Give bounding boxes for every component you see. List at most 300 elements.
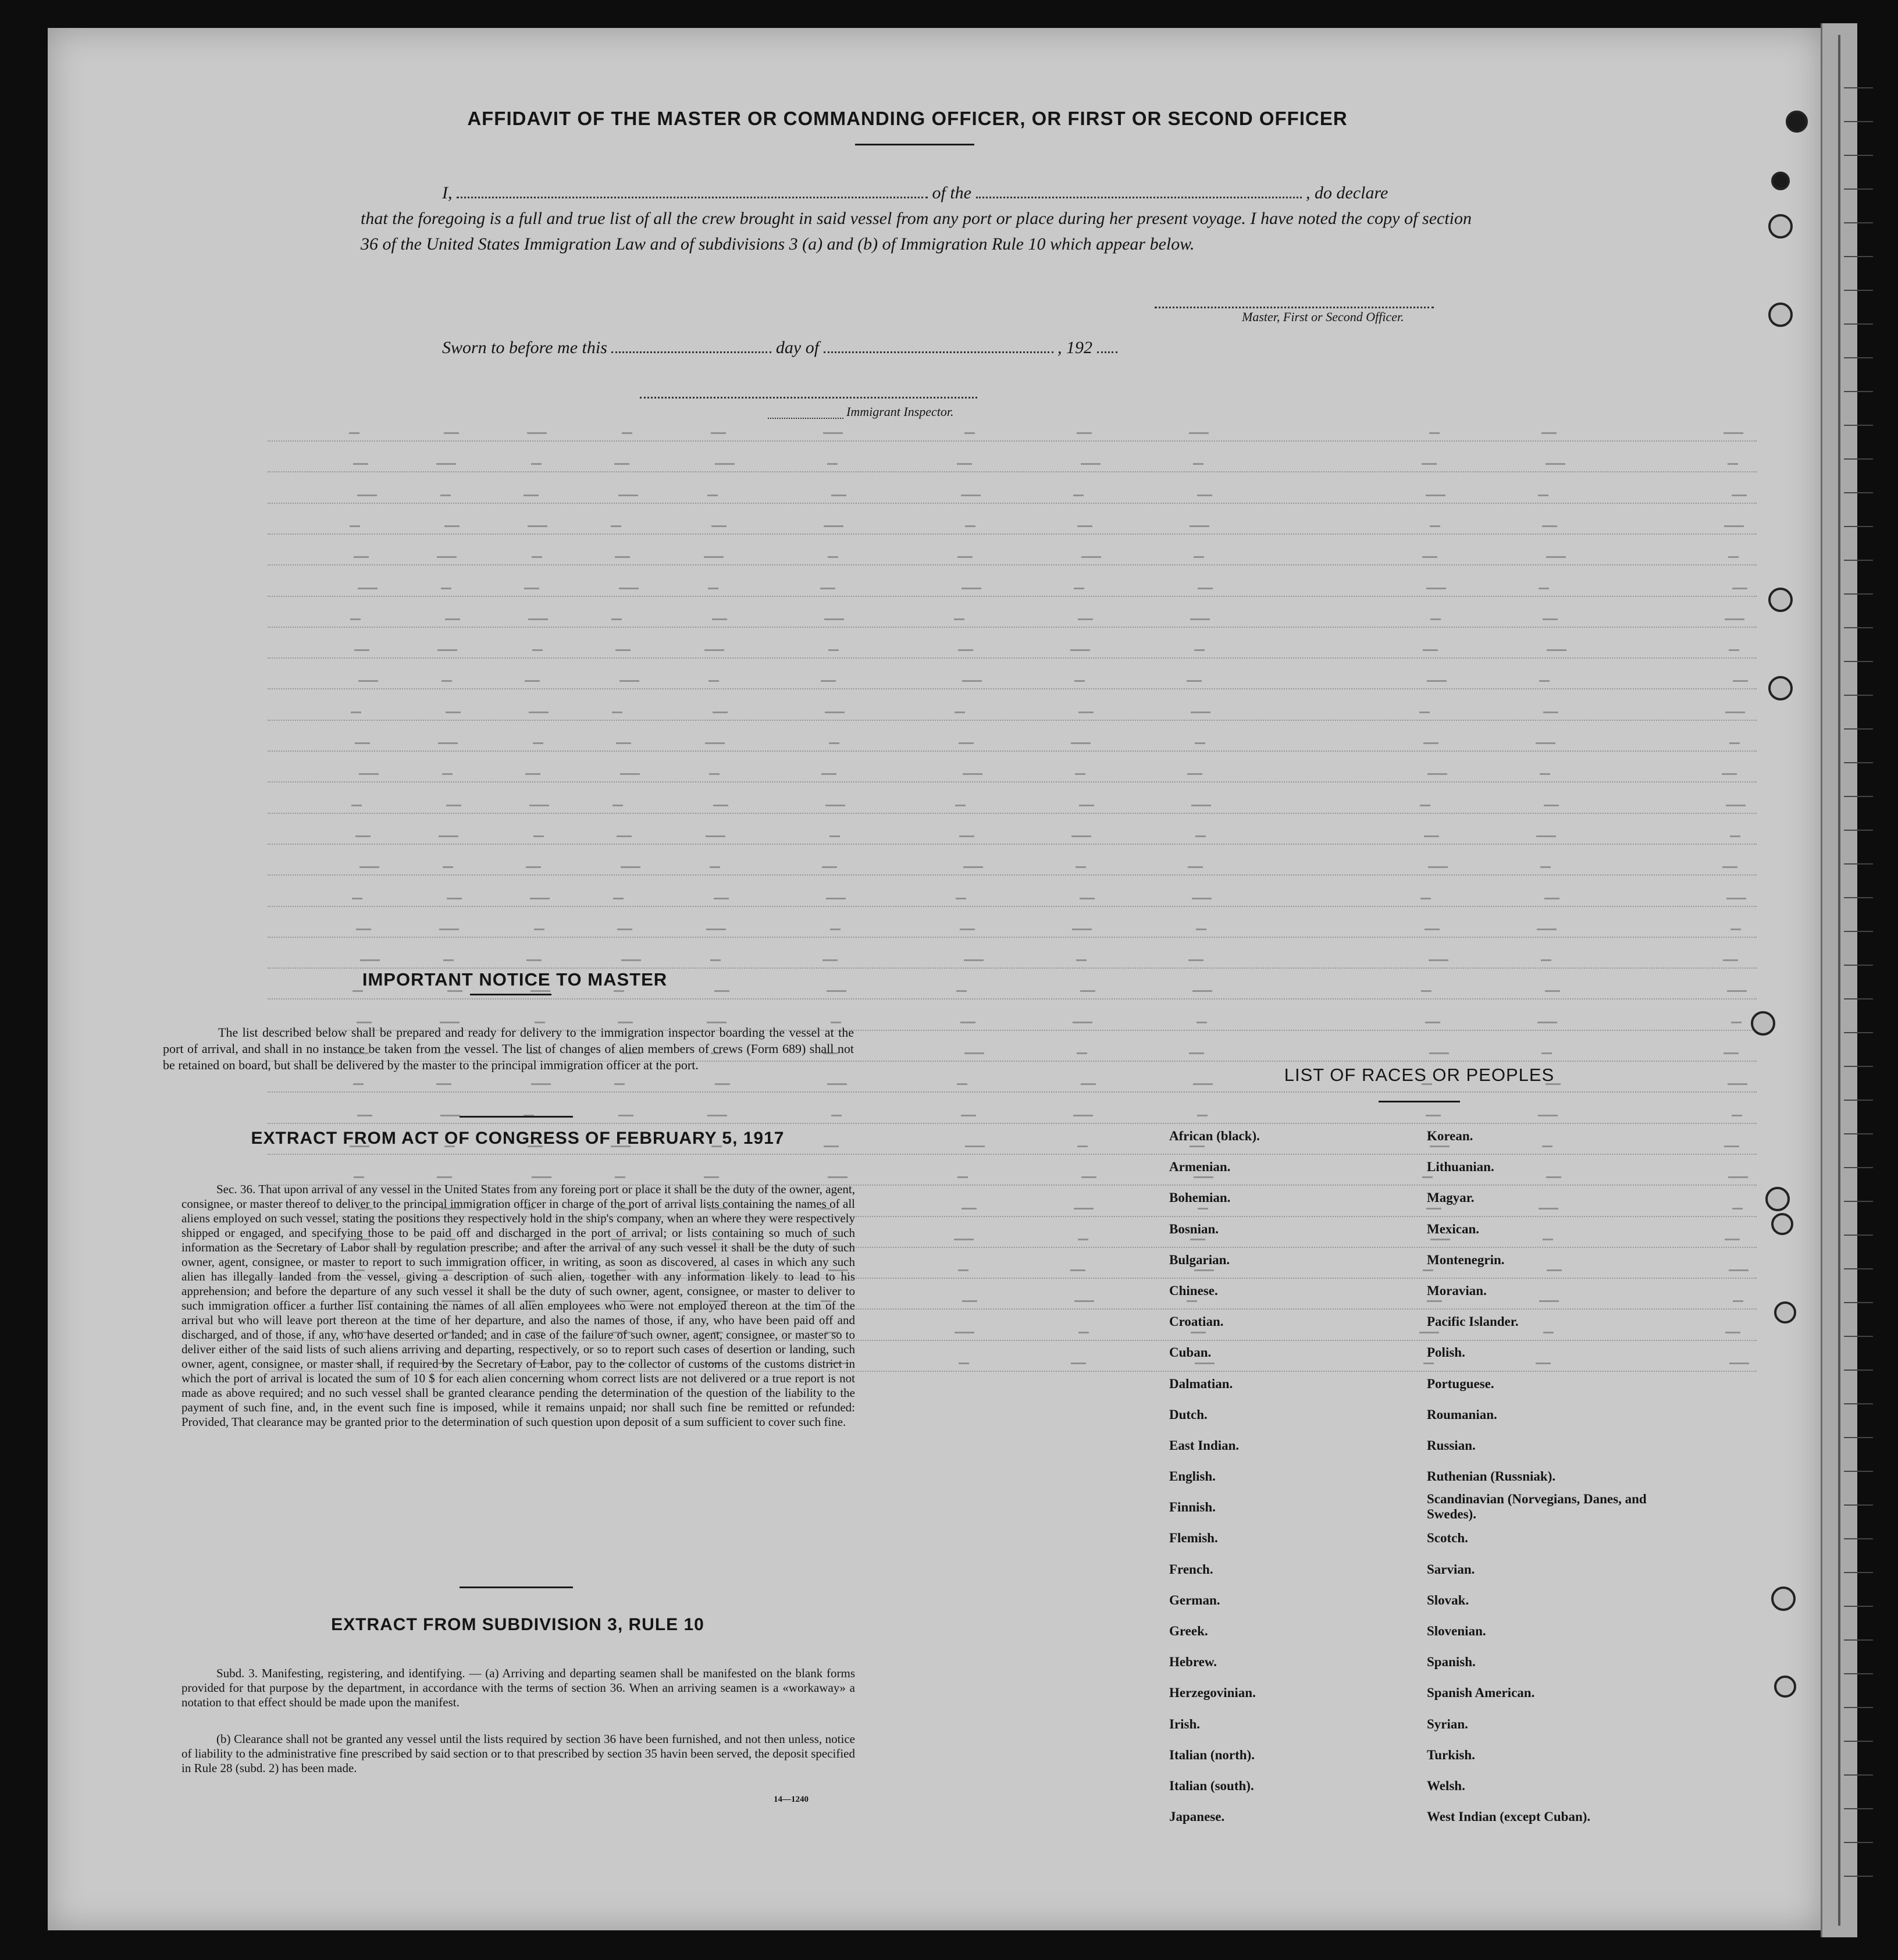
ghost-mark (1071, 742, 1091, 744)
ghost-row (268, 583, 1757, 597)
sworn-line (442, 335, 1256, 361)
title-underline (855, 144, 974, 145)
ghost-mark (1723, 432, 1743, 434)
race-item: Scotch. (1427, 1531, 1468, 1546)
ghost-mark (1538, 1115, 1558, 1116)
rule-heading: EXTRACT FROM SUBDIVISION 3, RULE 10 (331, 1615, 704, 1634)
ghost-mark (957, 463, 972, 465)
punch-hole-icon (1774, 1676, 1796, 1698)
ghost-mark (1080, 990, 1095, 992)
ghost-mark (1187, 773, 1202, 775)
ghost-mark (711, 525, 727, 527)
ghost-mark (622, 432, 632, 434)
ghost-mark (1726, 805, 1746, 806)
ghost-mark (534, 929, 544, 930)
ghost-mark (709, 773, 720, 775)
ghost-mark (961, 1115, 976, 1116)
ghost-mark (353, 463, 368, 465)
margin-line (1844, 188, 1873, 190)
ghost-mark (1078, 1332, 1089, 1333)
ghost-mark (358, 680, 378, 682)
margin-line (1844, 897, 1873, 898)
ghost-mark (1733, 1300, 1743, 1302)
act-heading: EXTRACT FROM ACT OF CONGRESS OF FEBRUARY 5, 1917 (251, 1129, 785, 1148)
ghost-mark (1725, 712, 1745, 713)
margin-line (1844, 458, 1873, 460)
ghost-mark (1081, 1176, 1096, 1178)
ghost-mark (1723, 1052, 1739, 1054)
ghost-mark (822, 959, 838, 961)
ghost-mark (1074, 680, 1085, 682)
ghost-mark (1191, 805, 1211, 806)
punch-hole-icon (1768, 214, 1793, 239)
ghost-row (268, 614, 1757, 628)
ghost-mark (1423, 649, 1438, 651)
punch-hole-icon (1768, 676, 1793, 700)
races-left-column (1169, 1120, 1402, 1832)
ghost-mark (1081, 463, 1101, 465)
ghost-mark (436, 463, 456, 465)
margin-line (1844, 762, 1873, 763)
ghost-mark (1727, 990, 1747, 992)
ghost-mark (1730, 835, 1740, 837)
ghost-mark (1422, 463, 1437, 465)
ghost-mark (1425, 929, 1440, 930)
ghost-mark (954, 1239, 974, 1240)
margin-line (1844, 357, 1873, 358)
ghost-mark (1728, 556, 1739, 558)
ghost-mark (1078, 1239, 1088, 1240)
margin-line (1844, 1808, 1873, 1809)
ghost-mark (1543, 712, 1558, 713)
ghost-mark (1732, 1208, 1743, 1210)
affidavit-i-label: I, (442, 183, 453, 202)
ghost-mark (820, 588, 835, 589)
margin-line (1844, 1876, 1873, 1877)
ghost-mark (437, 1176, 452, 1178)
margin-line (1844, 155, 1873, 156)
ghost-mark (440, 495, 451, 496)
ghost-mark (619, 680, 639, 682)
ghost-mark (1730, 929, 1741, 930)
ghost-mark (1071, 835, 1091, 837)
name-field[interactable] (457, 197, 928, 198)
race-item: Sarvian. (1427, 1561, 1475, 1577)
ghost-mark (1540, 866, 1551, 868)
ghost-mark (824, 618, 844, 620)
ghost-mark (1725, 618, 1744, 620)
ghost-mark (1729, 742, 1740, 744)
ghost-mark (1077, 1052, 1087, 1054)
ghost-row (268, 707, 1757, 721)
race-item: Bosnian. (1169, 1221, 1219, 1236)
ghost-mark (352, 898, 362, 899)
races-underline (1379, 1101, 1460, 1102)
sworn-month-field[interactable] (824, 351, 1053, 353)
ghost-mark (1074, 588, 1084, 589)
race-item: Scandinavian (Norvegians, Danes, and Swedes). (1427, 1492, 1647, 1522)
ghost-mark (829, 742, 839, 744)
ghost-mark (618, 1022, 633, 1023)
master-signature-line[interactable] (1155, 305, 1434, 308)
ghost-mark (1429, 1052, 1449, 1054)
sworn-day-field[interactable] (611, 351, 771, 353)
ghost-mark (357, 1115, 372, 1116)
ghost-mark (614, 990, 624, 992)
ghost-mark (350, 525, 360, 527)
ghost-mark (957, 556, 973, 558)
ghost-row (268, 458, 1757, 472)
margin-line (1844, 391, 1873, 392)
ghost-mark (446, 712, 461, 713)
margin-line (1844, 1741, 1873, 1742)
ghost-mark (963, 866, 983, 868)
ghost-mark (958, 1269, 968, 1271)
ghost-mark (1430, 618, 1441, 620)
margin-line (1844, 1606, 1873, 1607)
ghost-mark (354, 1176, 364, 1178)
ghost-mark (964, 1052, 984, 1054)
ghost-mark (529, 805, 549, 806)
ghost-mark (829, 835, 840, 837)
ghost-mark (1080, 898, 1095, 899)
ghost-mark (1194, 649, 1205, 651)
ghost-mark (1197, 1022, 1207, 1023)
ghost-mark (1729, 649, 1739, 651)
rule-text-b: (b) Clearance shall not be granted any vessel until the lists required by section 36 have been furnished, and not then unless, notice of liability to the administrative fine prescribed by said section or to that prescribed by section 35 havin been served, the deposit specified in Rule 28 (subd. 2) has been made. (181, 1732, 855, 1775)
ghost-mark (524, 495, 539, 496)
margin-line (1844, 1032, 1873, 1033)
ghost-mark (531, 1083, 551, 1085)
ghost-row (268, 738, 1757, 752)
ghost-mark (1541, 959, 1551, 961)
ghost-mark (954, 618, 964, 620)
margin-line (1844, 1235, 1873, 1236)
ghost-mark (708, 588, 718, 589)
ghost-mark (1546, 463, 1565, 465)
ghost-mark (706, 929, 726, 930)
margin-line (1844, 863, 1873, 865)
ghost-mark (964, 959, 984, 961)
ghost-mark (965, 1146, 985, 1147)
ghost-mark (1073, 495, 1084, 496)
ghost-mark (715, 1083, 730, 1085)
ghost-mark (620, 773, 640, 775)
ghost-mark (1078, 618, 1093, 620)
ghost-mark (822, 866, 837, 868)
ghost-mark (1722, 773, 1737, 775)
ghost-mark (1077, 525, 1092, 527)
ghost-mark (955, 1332, 974, 1333)
race-item: Moravian. (1427, 1283, 1487, 1298)
ghost-mark (1722, 866, 1737, 868)
margin-line (1844, 1707, 1873, 1708)
race-item: Dalmatian. (1169, 1376, 1233, 1391)
margin-line (1844, 661, 1873, 662)
vessel-field[interactable] (976, 197, 1302, 198)
ghost-row (268, 831, 1757, 845)
punch-hole-icon (1771, 1587, 1796, 1611)
ghost-mark (1198, 588, 1213, 589)
sworn-day-of: day of (775, 338, 820, 357)
ghost-mark (351, 712, 361, 713)
race-item: Bulgarian. (1169, 1252, 1230, 1267)
margin-line (1844, 1066, 1873, 1067)
race-item: Chinese. (1169, 1283, 1218, 1298)
race-item: Croatian. (1169, 1314, 1224, 1329)
ghost-mark (707, 495, 718, 496)
ghost-mark (360, 959, 380, 961)
race-item: Finnish. (1169, 1500, 1216, 1515)
race-item: Russian. (1427, 1438, 1476, 1453)
ghost-mark (1426, 495, 1445, 496)
ghost-mark (1726, 898, 1746, 899)
punch-hole-icon (1786, 111, 1808, 133)
ghost-mark (961, 495, 981, 496)
margin-line (1844, 1133, 1873, 1134)
ghost-mark (437, 556, 457, 558)
ghost-mark (1538, 495, 1548, 496)
ghost-mark (1539, 680, 1550, 682)
race-item: German. (1169, 1592, 1220, 1607)
ghost-mark (962, 680, 982, 682)
ghost-mark (1421, 990, 1431, 992)
ghost-mark (1187, 680, 1202, 682)
ghost-mark (957, 1083, 967, 1085)
ghost-mark (446, 805, 461, 806)
ghost-mark (1544, 805, 1559, 806)
ghost-mark (1196, 929, 1206, 930)
margin-line (1844, 222, 1873, 223)
ghost-mark (1728, 463, 1738, 465)
ghost-mark (1545, 990, 1560, 992)
ghost-mark (526, 959, 542, 961)
margin-line (1844, 1100, 1873, 1101)
ghost-mark (1194, 556, 1204, 558)
ghost-mark (529, 712, 549, 713)
sworn-year: , 192 (1057, 338, 1093, 357)
ghost-mark (1429, 432, 1440, 434)
ghost-mark (713, 712, 728, 713)
ghost-mark (1422, 556, 1437, 558)
ghost-mark (704, 556, 724, 558)
ghost-mark (1543, 618, 1558, 620)
margin-line (1844, 1403, 1873, 1404)
ghost-mark (1192, 898, 1212, 899)
ghost-mark (1077, 432, 1092, 434)
ghost-mark (714, 990, 729, 992)
ghost-mark (958, 649, 973, 651)
race-item: West Indian (except Cuban). (1427, 1809, 1591, 1824)
ghost-mark (447, 990, 462, 992)
ghost-mark (1420, 898, 1431, 899)
margin-line (1844, 998, 1873, 999)
race-item: Montenegrin. (1427, 1252, 1505, 1267)
ghost-mark (621, 959, 641, 961)
race-item: Lithuanian. (1427, 1159, 1494, 1175)
ghost-mark (1195, 742, 1205, 744)
ghost-row (268, 645, 1757, 659)
race-item: Syrian. (1427, 1716, 1468, 1731)
ghost-mark (616, 742, 631, 744)
margin-line (1844, 290, 1873, 291)
ghost-mark (437, 649, 457, 651)
ghost-mark (962, 1300, 977, 1302)
race-item: Turkish. (1427, 1747, 1475, 1762)
ghost-mark (524, 588, 539, 589)
ghost-mark (530, 898, 550, 899)
ghost-mark (1078, 712, 1094, 713)
race-item: Spanish American. (1427, 1685, 1535, 1701)
ghost-mark (1731, 1022, 1742, 1023)
ghost-mark (614, 463, 629, 465)
ghost-mark (615, 556, 630, 558)
ghost-mark (1542, 525, 1557, 527)
ghost-mark (1539, 588, 1549, 589)
ghost-mark (444, 432, 459, 434)
races-right-column (1427, 1120, 1671, 1832)
ghost-mark (615, 649, 631, 651)
race-item: Magyar. (1427, 1190, 1475, 1205)
ghost-mark (1429, 959, 1448, 961)
punch-hole-icon (1768, 303, 1793, 327)
ghost-mark (440, 1022, 460, 1023)
sworn-year-field[interactable] (1097, 351, 1117, 353)
ghost-mark (1074, 1208, 1094, 1210)
ghost-mark (357, 1022, 372, 1023)
race-item: Italian (south). (1169, 1778, 1254, 1793)
ghost-mark (824, 525, 843, 527)
page-edge-line (1838, 35, 1840, 1926)
ghost-mark (956, 990, 967, 992)
ghost-mark (444, 525, 460, 527)
ghost-mark (1427, 773, 1447, 775)
ghost-mark (1195, 835, 1206, 837)
ghost-mark (959, 1363, 969, 1364)
margin-line (1844, 492, 1873, 493)
ghost-mark (1423, 742, 1438, 744)
ghost-mark (1077, 1146, 1088, 1147)
ghost-mark (710, 959, 721, 961)
ghost-row (268, 924, 1757, 938)
ghost-mark (1074, 1300, 1094, 1302)
ghost-mark (436, 1083, 451, 1085)
ghost-mark (349, 432, 359, 434)
ghost-mark (1540, 773, 1550, 775)
punch-hole-icon (1751, 1011, 1775, 1036)
ghost-mark (1188, 959, 1203, 961)
ghost-mark (825, 805, 845, 806)
race-item: Slovak. (1427, 1592, 1469, 1607)
ghost-mark (713, 805, 728, 806)
ghost-mark (619, 588, 639, 589)
ghost-mark (355, 835, 371, 837)
ghost-mark (1728, 1176, 1748, 1178)
ghost-mark (962, 1208, 977, 1210)
race-item: Pacific Islander. (1427, 1314, 1519, 1329)
ghost-mark (831, 1115, 842, 1116)
ghost-mark (960, 1022, 975, 1023)
ghost-mark (1427, 680, 1447, 682)
ghost-mark (530, 990, 550, 992)
ghost-mark (526, 866, 541, 868)
margin-line (1844, 830, 1873, 831)
ghost-mark (1188, 866, 1203, 868)
race-item: Mexican. (1427, 1221, 1480, 1236)
race-item: Cuban. (1169, 1345, 1212, 1360)
ghost-row (268, 893, 1757, 907)
race-item: Dutch. (1169, 1407, 1208, 1422)
ghost-mark (618, 495, 638, 496)
ghost-mark (1541, 1052, 1552, 1054)
ghost-row (268, 521, 1757, 535)
ghost-mark (1729, 1363, 1749, 1364)
ghost-mark (821, 680, 836, 682)
margin-line (1844, 1369, 1873, 1371)
ghost-mark (1732, 588, 1747, 589)
ghost-mark (704, 1176, 719, 1178)
ghost-mark (356, 929, 371, 930)
ghost-mark (955, 712, 965, 713)
ghost-mark (1190, 618, 1210, 620)
ghost-mark (1733, 680, 1748, 682)
race-item: Korean. (1427, 1129, 1473, 1143)
ghost-mark (821, 773, 836, 775)
ghost-mark (827, 990, 846, 992)
ghost-row (268, 769, 1757, 782)
ghost-mark (1193, 463, 1203, 465)
margin-line (1844, 87, 1873, 88)
ghost-mark (708, 680, 719, 682)
ghost-mark (1073, 1022, 1092, 1023)
ghost-mark (358, 588, 378, 589)
ghost-mark (532, 556, 542, 558)
ghost-mark (1729, 1269, 1749, 1271)
ghost-row (268, 800, 1757, 814)
race-item: Greek. (1169, 1624, 1208, 1638)
ghost-mark (1075, 773, 1085, 775)
ghost-mark (1190, 525, 1209, 527)
ghost-mark (1070, 1269, 1085, 1271)
margin-line (1844, 1302, 1873, 1303)
ghost-mark (1071, 1363, 1086, 1364)
ghost-mark (962, 588, 981, 589)
ghost-mark (823, 432, 843, 434)
ghost-mark (1081, 556, 1101, 558)
ghost-mark (533, 835, 544, 837)
ghost-mark (528, 525, 547, 527)
races-heading: LIST OF RACES OR PEOPLES (1284, 1065, 1555, 1085)
ghost-mark (826, 898, 846, 899)
race-item: Italian (north). (1169, 1747, 1255, 1762)
ghost-mark (350, 618, 361, 620)
ghost-mark (1537, 1022, 1557, 1023)
ghost-mark (1076, 866, 1086, 868)
margin-line (1844, 1572, 1873, 1573)
ghost-mark (957, 1176, 968, 1178)
ghost-mark (354, 649, 369, 651)
inspector-signature-line[interactable] (640, 396, 977, 399)
ghost-mark (1193, 1083, 1213, 1085)
ghost-mark (707, 1022, 727, 1023)
ghost-mark (828, 556, 838, 558)
ghost-mark (359, 866, 379, 868)
margin-line (1844, 1673, 1873, 1674)
ghost-mark (614, 1083, 625, 1085)
ghost-mark (964, 432, 975, 434)
ghost-mark (1724, 1146, 1739, 1147)
affidavit-line-1 (442, 180, 1472, 206)
